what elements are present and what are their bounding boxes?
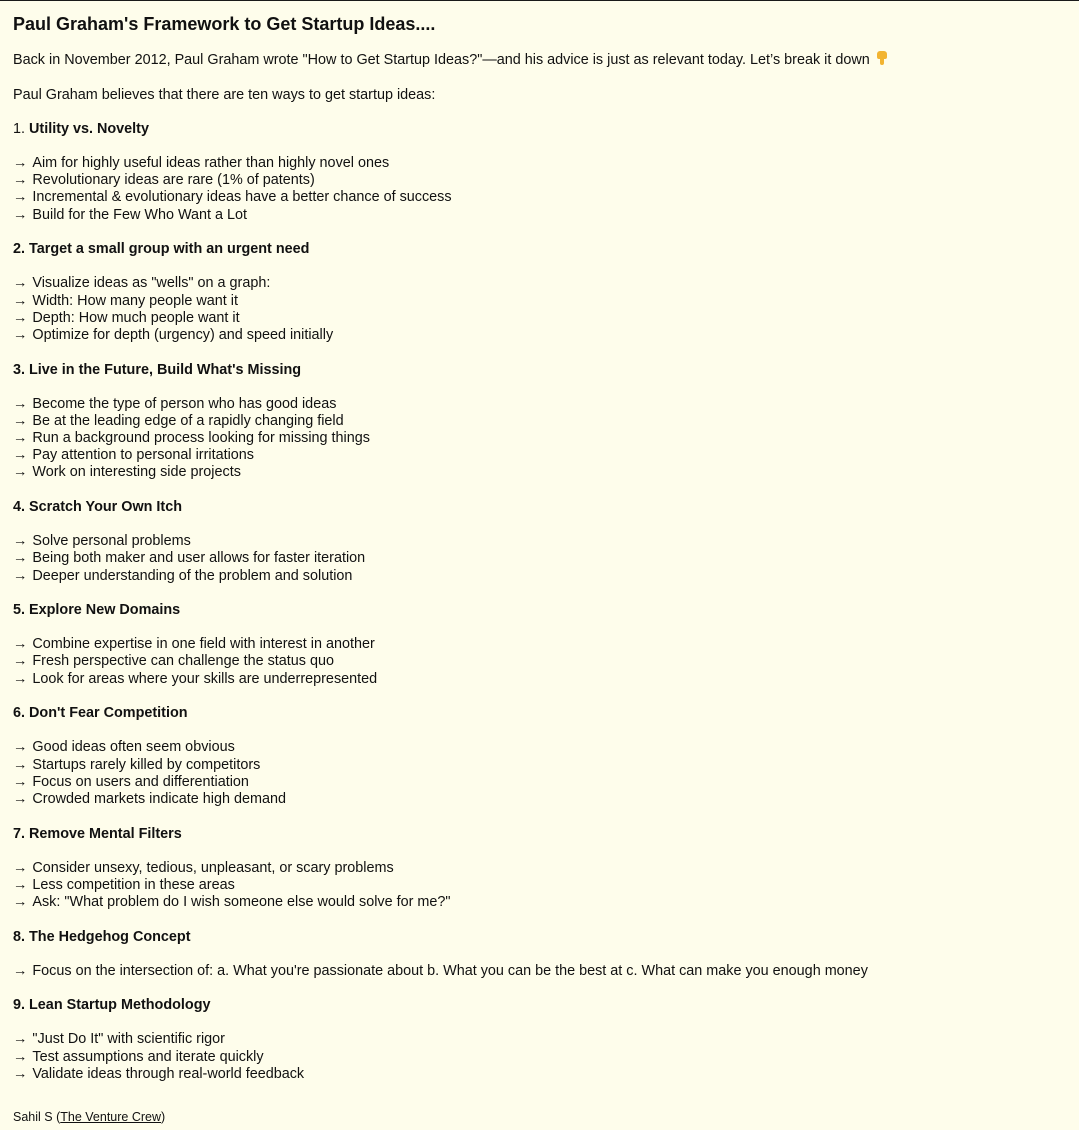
section-title: Scratch Your Own Itch — [29, 499, 183, 516]
arrow-right-icon: → — [13, 859, 28, 876]
section-heading — [13, 120, 1053, 138]
list-item-text: "Just Do It" with scientific rigor — [32, 1031, 225, 1048]
lead-paragraph: Paul Graham believes that there are ten ways to get startup ideas: — [13, 87, 436, 103]
bullet-list — [13, 963, 1053, 980]
section-7 — [13, 825, 1053, 912]
arrow-right-icon: → — [13, 670, 28, 687]
list-item — [13, 1049, 1053, 1066]
list-item — [13, 327, 1053, 344]
list-item-text: Focus on users and differentiation — [32, 773, 249, 790]
arrow-right-icon: → — [13, 206, 28, 223]
arrow-right-icon: → — [13, 1048, 28, 1065]
section-title: Live in the Future, Build What's Missing — [29, 361, 302, 378]
section-title: Remove Mental Filters — [29, 825, 182, 842]
list-item-text: Validate ideas through real-world feedback — [32, 1065, 305, 1082]
section-5 — [13, 601, 1053, 688]
arrow-right-icon: → — [13, 447, 28, 464]
arrow-right-icon: → — [13, 326, 28, 343]
arrow-right-icon: → — [13, 189, 28, 206]
section-1 — [13, 120, 1053, 224]
list-item — [13, 963, 1053, 980]
section-4 — [13, 498, 1053, 585]
intro-paragraph — [13, 51, 888, 69]
section-heading — [13, 704, 1053, 722]
arrow-right-icon: → — [13, 395, 28, 412]
bullet-list — [13, 155, 1053, 224]
list-item-text: Optimize for depth (urgency) and speed initially — [32, 326, 334, 343]
list-item-text: Consider unsexy, tedious, unpleasant, or scary problems — [32, 859, 394, 876]
list-item-text: Startups rarely killed by competitors — [32, 756, 261, 773]
list-item — [13, 774, 1053, 791]
list-item — [13, 877, 1053, 894]
list-item-text: Crowded markets indicate high demand — [32, 790, 286, 807]
arrow-right-icon: → — [13, 790, 28, 807]
section-title: The Hedgehog Concept — [29, 928, 191, 945]
section-8 — [13, 928, 1053, 980]
arrow-right-icon: → — [13, 567, 28, 584]
venture-crew-link[interactable]: The Venture Crew — [60, 1110, 161, 1124]
arrow-right-icon: → — [13, 533, 28, 550]
section-number: 3. — [13, 361, 26, 378]
arrow-right-icon: → — [13, 412, 28, 429]
list-item — [13, 568, 1053, 585]
section-heading — [13, 601, 1053, 619]
list-item — [13, 653, 1053, 670]
list-item-text: Aim for highly useful ideas rather than highly novel ones — [32, 155, 390, 171]
list-item-text: Become the type of person who has good ideas — [32, 395, 337, 412]
section-heading — [13, 240, 1053, 258]
list-item-text: Revolutionary ideas are rare (1% of patents) — [32, 172, 315, 189]
list-item — [13, 275, 1053, 292]
section-number: 2. — [13, 241, 26, 258]
footer-author: Sahil S ( — [13, 1110, 61, 1124]
arrow-right-icon: → — [13, 1031, 28, 1048]
list-item-text: Look for areas where your skills are underrepresented — [32, 670, 378, 687]
bullet-list — [13, 275, 1053, 344]
bullet-list — [13, 533, 1053, 585]
arrow-right-icon: → — [13, 464, 28, 481]
list-item — [13, 1066, 1053, 1083]
footer-credit — [13, 1109, 165, 1125]
section-number: 4. — [13, 499, 26, 516]
list-item — [13, 757, 1053, 774]
bullet-list — [13, 860, 1053, 912]
footer-close: ) — [161, 1110, 166, 1124]
section-title: Don't Fear Competition — [29, 705, 188, 722]
section-number: 8. — [13, 928, 26, 945]
list-item-text: Focus on the intersection of: a. What you're passionate about b. What you can be the best at c. What can make you enough money — [32, 962, 868, 979]
arrow-right-icon: → — [13, 172, 28, 189]
arrow-right-icon: → — [13, 155, 28, 171]
section-heading — [13, 928, 1053, 946]
arrow-right-icon: → — [13, 739, 28, 756]
list-item-text: Depth: How much people want it — [32, 309, 240, 326]
arrow-right-icon: → — [13, 653, 28, 670]
arrow-right-icon: → — [13, 1065, 28, 1082]
list-item — [13, 550, 1053, 567]
list-item — [13, 207, 1053, 224]
list-item — [13, 533, 1053, 550]
list-item — [13, 739, 1053, 756]
arrow-right-icon: → — [13, 773, 28, 790]
arrow-right-icon: → — [13, 636, 28, 653]
list-item-text: Width: How many people want it — [32, 292, 238, 309]
section-2 — [13, 240, 1053, 344]
list-item-text: Ask: "What problem do I wish someone else would solve for me?" — [32, 894, 451, 911]
backhand-index-pointing-down-icon — [876, 51, 888, 66]
arrow-right-icon: → — [13, 756, 28, 773]
section-number: 1. — [13, 121, 26, 137]
section-number: 7. — [13, 825, 26, 842]
list-item — [13, 464, 1053, 481]
list-item-text: Pay attention to personal irritations — [32, 447, 254, 464]
bullet-list — [13, 1031, 1053, 1083]
section-number: 6. — [13, 705, 26, 722]
section-title: Target a small group with an urgent need — [29, 241, 310, 258]
arrow-right-icon: → — [13, 292, 28, 309]
bullet-list — [13, 636, 1053, 688]
list-item-text: Less competition in these areas — [32, 876, 235, 893]
list-item — [13, 413, 1053, 430]
list-item — [13, 447, 1053, 464]
section-9 — [13, 996, 1053, 1083]
list-item — [13, 293, 1053, 310]
arrow-right-icon: → — [13, 876, 28, 893]
list-item — [13, 671, 1053, 688]
list-item — [13, 396, 1053, 413]
list-item-text: Good ideas often seem obvious — [32, 739, 235, 756]
list-item — [13, 310, 1053, 327]
list-item-text: Combine expertise in one field with interest in another — [32, 636, 375, 653]
list-item-text: Deeper understanding of the problem and solution — [32, 567, 353, 584]
sections-list — [13, 120, 1053, 1100]
list-item-text: Solve personal problems — [32, 533, 191, 550]
list-item — [13, 1031, 1053, 1048]
arrow-right-icon: → — [13, 962, 28, 979]
list-item — [13, 155, 1053, 172]
arrow-right-icon: → — [13, 309, 28, 326]
list-item-text: Visualize ideas as "wells" on a graph: — [32, 275, 271, 292]
bullet-list — [13, 739, 1053, 808]
list-item — [13, 636, 1053, 653]
section-heading — [13, 825, 1053, 843]
bullet-list — [13, 396, 1053, 482]
section-number: 9. — [13, 997, 26, 1014]
section-3 — [13, 361, 1053, 482]
section-number: 5. — [13, 602, 26, 619]
section-heading — [13, 361, 1053, 379]
list-item — [13, 860, 1053, 877]
section-heading — [13, 498, 1053, 516]
arrow-right-icon: → — [13, 430, 28, 447]
list-item — [13, 894, 1053, 911]
list-item-text: Test assumptions and iterate quickly — [32, 1048, 264, 1065]
arrow-right-icon: → — [13, 550, 28, 567]
list-item-text: Being both maker and user allows for faster iteration — [32, 550, 366, 567]
section-title: Lean Startup Methodology — [29, 997, 211, 1014]
list-item-text: Be at the leading edge of a rapidly changing field — [32, 412, 344, 429]
list-item — [13, 430, 1053, 447]
page-title: Paul Graham's Framework to Get Startup Ideas.... — [13, 14, 436, 34]
list-item — [13, 791, 1053, 808]
list-item-text: Run a background process looking for missing things — [32, 430, 370, 447]
section-6 — [13, 704, 1053, 808]
list-item-text: Build for the Few Who Want a Lot — [32, 206, 248, 223]
arrow-right-icon: → — [13, 275, 28, 292]
section-title: Utility vs. Novelty — [29, 121, 149, 137]
list-item — [13, 172, 1053, 189]
section-title: Explore New Domains — [29, 602, 181, 619]
list-item-text: Work on interesting side projects — [32, 464, 241, 481]
list-item — [13, 189, 1053, 206]
section-heading — [13, 996, 1053, 1014]
arrow-right-icon: → — [13, 894, 28, 911]
list-item-text: Fresh perspective can challenge the status quo — [32, 653, 334, 670]
list-item-text: Incremental & evolutionary ideas have a better chance of success — [32, 189, 452, 206]
intro-text: Back in November 2012, Paul Graham wrote "How to Get Startup Ideas?"—and his advice is just as relevant today. Let’s break it down — [13, 52, 870, 68]
